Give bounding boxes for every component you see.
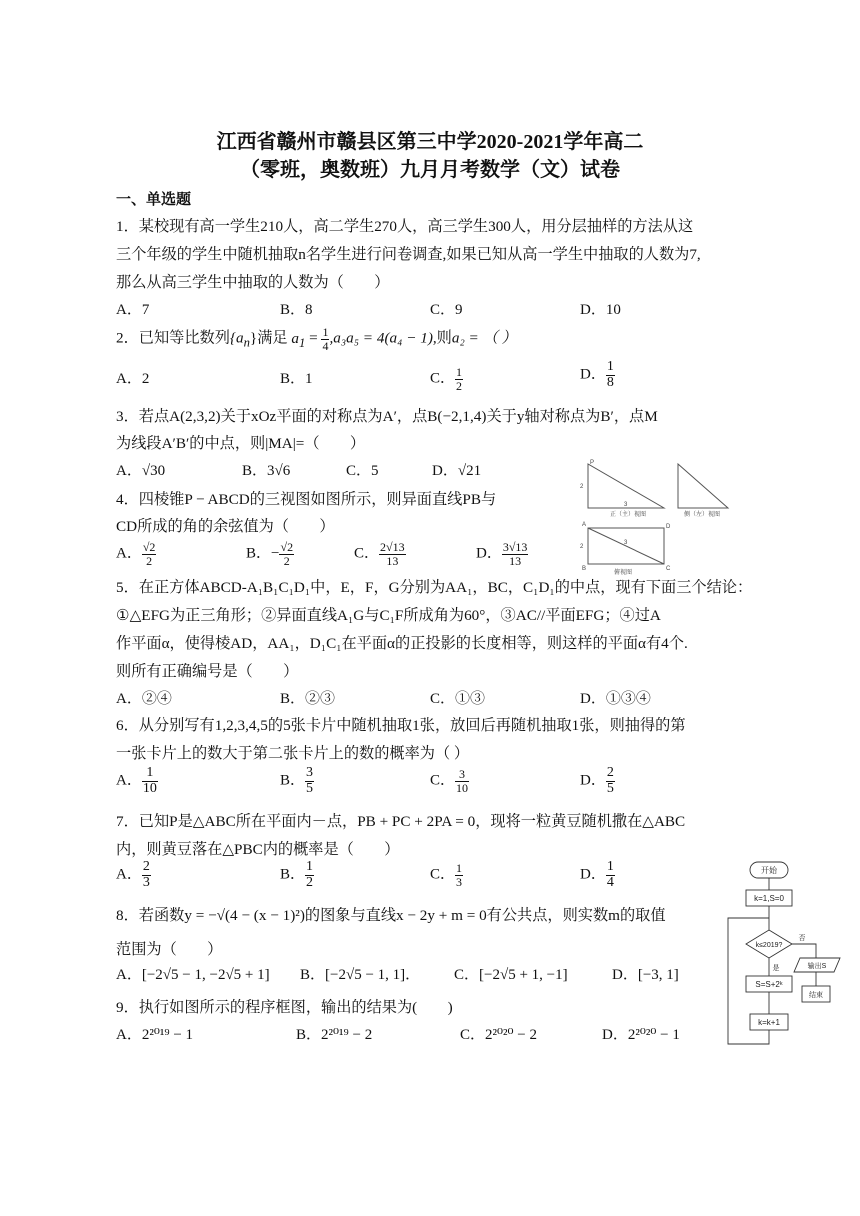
label-p: P [590, 460, 595, 466]
dim-front-height: 2 [580, 484, 584, 490]
q8-option-b: B．[−2√5 − 1, 1]． [300, 967, 421, 983]
q4-option-b: B．− $\frac{√2}{2}$ [246, 540, 294, 568]
front-view-label: 正（主）视图 [610, 512, 647, 518]
q6-stem-line1: 6．从分别写有1,2,3,4,5的5张卡片中随机抽取1张，放回后再随机抽取1张，则抽得的第 [116, 717, 686, 734]
q9-option-b: B．2²⁰¹⁹ − 2 [296, 1027, 373, 1043]
q5-option-b: B．②③ [280, 691, 336, 707]
q6-option-d: D． $\frac{2}{5}$ [580, 765, 614, 796]
q4-stem-line1: 4．四棱锥P − ABCD的三视图如图所示，则异面直线PB与 [116, 491, 497, 508]
top-view-diagonal [588, 528, 664, 564]
q3-stem-line1: 3．若点A(2,3,2)关于xOz平面的对称点为A′，点B(−2,1,4)关于y轴对称点为B′，点M [116, 408, 658, 425]
q7-option-b: B． $\frac{1}{2}$ [280, 859, 314, 890]
q6-option-c: C． $\frac{3}{10}$ [430, 767, 469, 795]
q3-option-b: B．3√6 [242, 463, 291, 479]
q2-option-b: B．1 [280, 371, 313, 387]
q1-stem-line2: 三个年级的学生中随机抽取n名学生进行问卷调查,如果已知从高一学生中抽取的人数为7, [116, 246, 701, 263]
q1-option-a: A．7 [116, 302, 150, 318]
q5-stem-line3: 作平面α，使得棱AD，AA₁，D₁C₁在平面α的正投影的长度相等，则这样的平面α有4个. [116, 635, 688, 652]
q4-option-d: D． $\frac{3√13}{13}$ [476, 540, 528, 568]
q4-stem-line2: CD所成的角的余弦值为（ ） [116, 518, 335, 535]
dim-top-height: 2 [580, 544, 584, 550]
dim-top-width: 3 [624, 540, 628, 546]
q2-option-d: D． $\frac{1}{8}$ [580, 359, 614, 390]
q3-option-a: A．√30 [116, 463, 166, 479]
q6-stem-line2: 一张卡片上的数大于第二张卡片上的数的概率为（ ） [116, 745, 470, 762]
flow-no-line [792, 944, 816, 958]
label-b: B [582, 566, 587, 572]
flow-no-label: 否 [798, 935, 806, 942]
flow-end-label: 结束 [809, 992, 823, 999]
label-d: D [666, 524, 671, 530]
flow-update-k-label: k=k+1 [758, 1018, 780, 1027]
q8-stem-line1: 8．若函数y = −√(4 − (x − 1)²)的图象与直线x − 2y + m = 0有公共点，则实数m的取值 [116, 907, 666, 924]
q8-option-a: A．[−2√5 − 1, −2√5 + 1] [116, 967, 270, 983]
three-view-figure [574, 458, 744, 578]
q1-stem-line1: 1．某校现有高一学生210人，高二学生270人，高三学生300人，用分层抽样的方法从这 [116, 218, 694, 235]
q1-stem-line3: 那么从高三学生中抽取的人数为（ ） [116, 274, 390, 291]
q4-option-a: A． $\frac{√2}{2}$ [116, 540, 156, 568]
q6-option-a: A． $\frac{1}{10}$ [116, 765, 157, 796]
label-c: C [666, 566, 671, 572]
dim-front-width: 3 [624, 502, 628, 508]
q3-stem-line2: 为线段A′B′的中点，则|MA|=（ ） [116, 435, 366, 452]
flow-output-label: 输出S [807, 963, 827, 970]
q8-stem-line2: 范围为（ ） [116, 941, 223, 958]
q7-option-a: A． $\frac{2}{3}$ [116, 859, 150, 890]
q2-stem: 2．已知等比数列$\{a_n\}$满足 $a_1$ = $\frac{1}{4}$ ,a₃a₅ = 4(a₄ − 1),则a₂ = （ ） [116, 325, 517, 353]
q8-option-c: C．[−2√5 + 1, −1] [454, 967, 568, 983]
q9-stem: 9．执行如图所示的程序框图，输出的结果为( ) [116, 999, 453, 1016]
q5-option-c: C．①③ [430, 691, 486, 707]
q1-option-d: D．10 [580, 302, 621, 318]
q2-option-c: C． $\frac{1}{2}$ [430, 365, 463, 393]
q5-stem-line1: 5．在正方体ABCD-A₁B₁C₁D₁中，E，F，G分别为AA₁，BC，C₁D₁的中点，现有下面三个结论： [116, 579, 753, 596]
q2-option-a: A．2 [116, 371, 150, 387]
q9-option-c: C．2²⁰²⁰ − 2 [460, 1027, 537, 1043]
side-view-shape [678, 464, 728, 508]
q7-stem-line1: 7．已知P是△ABC所在平面内－点，PB + PC + 2PA = 0，现将一粒黄豆随机撒在△ABC [116, 813, 686, 830]
flow-condition-label: k≤2019? [755, 942, 783, 949]
flow-update-s-label: S=S+2ᵏ [755, 980, 783, 989]
q5-stem-line4: 则所有正确编号是（ ） [116, 663, 299, 680]
side-view-label: 侧（左）视图 [684, 512, 721, 518]
page-subtitle: （零班，奥数班）九月月考数学（文）试卷 [240, 159, 620, 181]
q9-option-d: D．2²⁰²⁰ − 1 [602, 1027, 680, 1043]
q7-option-d: D． $\frac{1}{4}$ [580, 859, 614, 890]
page-title: 江西省赣州市赣县区第三中学2020-2021学年高二 [216, 131, 644, 153]
flow-yes-label: 是 [772, 965, 780, 972]
q5-stem-line2: ①△EFG为正三角形；②异面直线A₁G与C₁F所成角为60°，③AC//平面EFG；④过A [116, 607, 661, 624]
q1-option-b: B．8 [280, 302, 313, 318]
q1-option-c: C．9 [430, 302, 463, 318]
flow-start-label: 开始 [761, 866, 777, 875]
q6-option-b: B． $\frac{3}{5}$ [280, 765, 314, 796]
top-view-label: 俯视图 [614, 570, 633, 576]
section-heading: 一、单选题 [116, 192, 192, 208]
q4-option-c: C． $\frac{2√13}{13}$ [354, 540, 405, 568]
q2-a1-fraction: $\frac{1}{4}$ [322, 325, 329, 353]
q5-option-a: A．②④ [116, 691, 172, 707]
flow-init-label: k=1,S=0 [754, 894, 784, 903]
q7-option-c: C． $\frac{1}{3}$ [430, 861, 463, 889]
q9-option-a: A．2²⁰¹⁹ − 1 [116, 1027, 194, 1043]
flowchart-figure [724, 858, 850, 1050]
q5-option-d: D．①③④ [580, 691, 651, 707]
label-a: A [582, 522, 587, 528]
q3-option-d: D．√21 [432, 463, 482, 479]
q8-option-d: D．[−3, 1] [612, 967, 679, 983]
q3-option-c: C．5 [346, 463, 379, 479]
q7-stem-line2: 内，则黄豆落在△PBC内的概率是（ ） [116, 841, 400, 858]
